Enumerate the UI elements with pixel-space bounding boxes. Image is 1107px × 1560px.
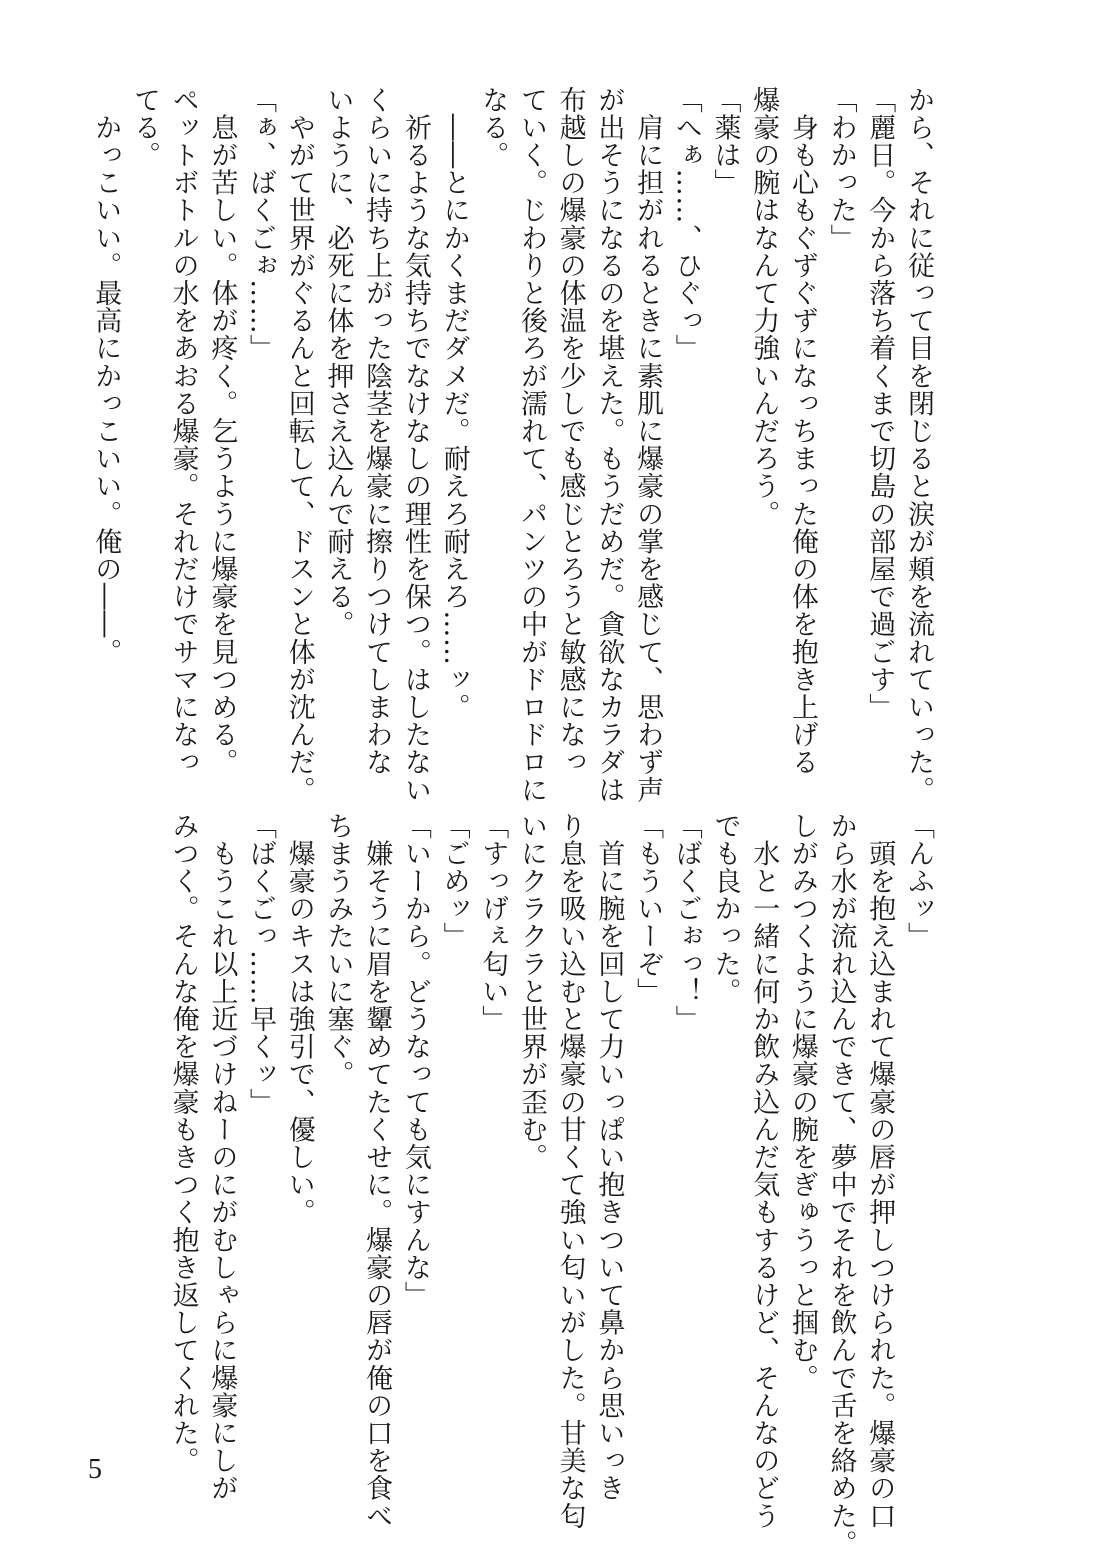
text-line: 首に腕を回して力いっぱい抱きついて鼻から思いっき [593, 812, 625, 1502]
text-line: 「ばくごっ……早くッ」 [245, 812, 277, 1116]
text-line: 「んふッ」 [903, 812, 934, 950]
text-line: 祈るような気持ちでなけなしの理性を保つ。はしたない [399, 86, 431, 804]
text-line: ちまうみたいに塞ぐ。 [322, 812, 354, 1088]
text-line: てる。 [128, 86, 160, 169]
text-line: 水と一緒に何か飲み込んだ気もするけど、そんなのどう [748, 812, 780, 1530]
text-line: から、それに従って目を閉じると涙が頬を流れていった。 [903, 86, 934, 804]
text-line: みつく。そんな俺を爆豪もきつく抱き返してくれた。 [167, 812, 199, 1475]
text-line: なる。 [477, 86, 509, 169]
text-line: 「いーから。どうなっても気にすんな」 [399, 812, 431, 1309]
text-line: から水が流れ込んできて、夢中でそれを飲んで舌を絡めた。 [825, 812, 857, 1558]
text-line: 息が苦しい。体が疼く。乞うように爆豪を見つめる。 [206, 86, 238, 776]
text-line: り息を吸い込むと爆豪の甘くて強い匂いがした。甘美な匂 [554, 812, 586, 1530]
text-line: 爆豪の腕はなんて力強いんだろう。 [748, 86, 780, 528]
text-line: 身も心もぐずぐずになっちまった俺の体を抱き上げる [786, 86, 818, 776]
text-line: 爆豪のキスは強引で、優しい。 [283, 812, 315, 1226]
text-line: いように、必死に体を押さえ込んで耐える。 [322, 86, 354, 638]
text-line: 「麗日。今から落ち着くまで切島の部屋で過ごす」 [864, 86, 896, 721]
text-line: かっこいい。最高にかっこいい。俺の――。 [90, 86, 122, 666]
text-line: しがみつくように爆豪の腕をぎゅうっと掴む。 [786, 812, 818, 1392]
text-line: ペットボトルの水をあおる爆豪。それだけでサマになっ [167, 86, 199, 776]
text-line: 「すっげぇ匂い」 [477, 812, 509, 1033]
text-line: でも良かった。 [709, 812, 741, 1006]
text-line: が出そうになるのを堪えた。もうだめだ。貪欲なカラダは [593, 86, 625, 804]
text-line: 頭を抱え込まれて爆豪の唇が押しつけられた。爆豪の口 [864, 812, 896, 1530]
text-line: ――とにかくまだダメだ。耐えろ耐えろ……ッ。 [438, 86, 470, 721]
text-line: もうこれ以上近づけねーのにがむしゃらに爆豪にしが [206, 812, 238, 1502]
text-line: 「ぁ、ばくごぉ……」 [245, 86, 277, 362]
text-line: 「ごめッ」 [438, 812, 470, 950]
text-line: やがて世界がぐるんと回転して、ドスンと体が沈んだ。 [283, 86, 315, 804]
text-line: 「へぁ……、ひぐっ」 [670, 86, 702, 362]
page-number: 5 [88, 1454, 102, 1485]
text-line: 布越しの爆豪の体温を少しでも感じとろうと敏感になっ [554, 86, 586, 776]
bottom-text-block [163, 812, 937, 1558]
top-text-block [86, 86, 937, 804]
text-line: 「もういーぞ」 [632, 812, 664, 1006]
text-line: いにクラクラと世界が歪む。 [515, 812, 547, 1171]
text-line: 「薬は」 [709, 86, 741, 197]
text-line: 嫌そうに眉を顰めてたくせに。爆豪の唇が俺の口を食べ [361, 812, 393, 1530]
text-line: 「わかった」 [825, 86, 857, 252]
text-line: 「ばくごぉっ！」 [670, 812, 702, 1033]
text-line: 肩に担がれるときに素肌に爆豪の掌を感じて、思わず声 [632, 86, 664, 804]
text-line: くらいに持ち上がった陰茎を爆豪に擦りつけてしまわな [361, 86, 393, 776]
text-line: ていく。じわりと後ろが濡れて、パンツの中がドロドロに [515, 86, 547, 804]
